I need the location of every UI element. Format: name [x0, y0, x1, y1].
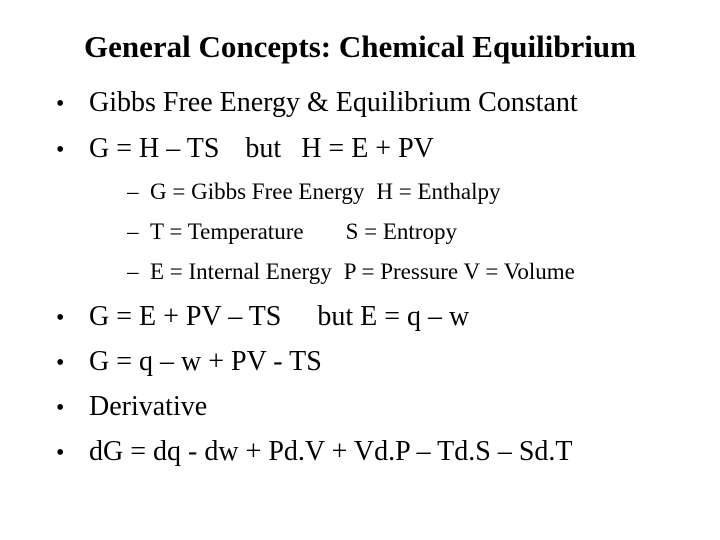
bullet-dot: •	[56, 305, 65, 331]
equation-text: G = E + PV – TS	[89, 301, 282, 332]
definition-text: H = Enthalpy	[376, 179, 501, 204]
equation-text: G = q – w + PV - TS	[89, 346, 322, 377]
bullet-item	[56, 344, 322, 380]
definition-text: G = Gibbs Free Energy	[150, 179, 365, 204]
bullet-item	[56, 131, 434, 167]
sub-dash: –	[127, 179, 139, 204]
slide-title: General Concepts: Chemical Equilibrium	[84, 29, 636, 64]
bullet-item	[56, 389, 207, 425]
bullet-dot: •	[56, 137, 65, 163]
connector-text: but	[245, 133, 282, 164]
sub-item	[127, 217, 457, 247]
sub-dash: –	[127, 259, 139, 284]
definition-text: P = Pressure V = Volume	[343, 259, 575, 284]
bullet-item	[56, 85, 578, 121]
bullet-item	[56, 434, 573, 470]
bullet-item	[56, 299, 469, 335]
definition-text: T = Temperature	[150, 219, 304, 244]
sub-dash: –	[127, 219, 139, 244]
sub-item	[127, 257, 575, 287]
equation-text: dG = dq - dw + Pd.V + Vd.P – Td.S – Sd.T	[89, 436, 573, 467]
definition-text: E = Internal Energy	[150, 259, 332, 284]
bullet-dot: •	[56, 91, 65, 117]
bullet-text: Derivative	[89, 391, 208, 422]
definition-text: S = Entropy	[345, 219, 457, 244]
bullet-text: Gibbs Free Energy & Equilibrium Constant	[89, 87, 578, 118]
sub-item	[127, 177, 501, 207]
equation-text: H = E + PV	[301, 133, 434, 164]
bullet-dot: •	[56, 350, 65, 376]
equation-text: but E = q – w	[317, 301, 470, 332]
bullet-dot: •	[56, 395, 65, 421]
equation-text: G = H – TS	[89, 133, 220, 164]
bullet-dot: •	[56, 440, 65, 466]
